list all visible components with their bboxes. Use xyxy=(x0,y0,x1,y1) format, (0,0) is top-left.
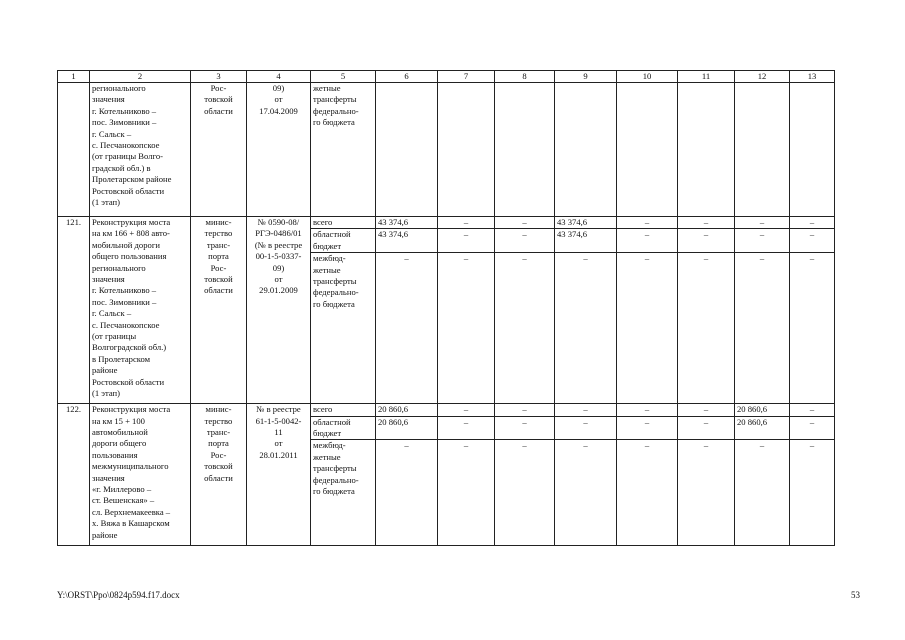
value-cell: – xyxy=(376,440,438,546)
funding-source: областной бюджет xyxy=(311,229,376,253)
table-row xyxy=(58,404,835,416)
value-cell: – xyxy=(376,253,438,404)
funding-source: областной бюджет xyxy=(311,416,376,440)
file-path-footer: Y:\ORST\Ppo\0824p594.f17.docx xyxy=(57,590,180,600)
row-number xyxy=(58,83,90,217)
value-cell: 43 374,6 xyxy=(376,229,438,253)
funding-source: межбюд- жетные трансферты федерально- го бюджета xyxy=(311,253,376,404)
value-cell: – xyxy=(495,404,555,416)
value-cell: – xyxy=(438,217,495,229)
row-number: 122. xyxy=(58,404,90,546)
value-cell: – xyxy=(438,416,495,440)
value-cell: – xyxy=(790,253,835,404)
value-cell: – xyxy=(495,253,555,404)
funding-source: всего xyxy=(311,217,376,229)
col-num-header: 11 xyxy=(678,71,735,83)
value-cell: – xyxy=(617,416,678,440)
col-num-header: 6 xyxy=(376,71,438,83)
value-cell: – xyxy=(790,217,835,229)
document-ref: № 0590-08/ РГЭ-0486/01 (№ в реестре 00-1-5-0337- 09) от 29.01.2009 xyxy=(247,217,311,404)
value-cell: – xyxy=(555,404,617,416)
customer: минис- терство транс- порта Рос- товской области xyxy=(191,217,247,404)
value-cell: – xyxy=(495,440,555,546)
value-cell: – xyxy=(678,404,735,416)
value-cell: – xyxy=(495,416,555,440)
value-cell: – xyxy=(617,217,678,229)
value-cell: – xyxy=(790,416,835,440)
document-ref: 09) от 17.04.2009 xyxy=(247,83,311,217)
col-num-header: 9 xyxy=(555,71,617,83)
col-num-header: 1 xyxy=(58,71,90,83)
value-cell: 43 374,6 xyxy=(555,229,617,253)
value-cell: – xyxy=(617,253,678,404)
value-cell: – xyxy=(735,440,790,546)
value-cell: 43 374,6 xyxy=(555,217,617,229)
page-number: 53 xyxy=(851,590,860,600)
funding-source: всего xyxy=(311,404,376,416)
table-row xyxy=(58,217,835,229)
object-name: регионального значения г. Котельниково – пос. Зимовники – г. Сальск – с. Песчанокопское (от границы Волго- градской обл.) в Пролетарском районе Ростовской области (1 этап) xyxy=(90,83,191,217)
value-cell: – xyxy=(735,229,790,253)
funding-source: межбюд- жетные трансферты федерально- го бюджета xyxy=(311,440,376,546)
value-cell: – xyxy=(617,404,678,416)
col-num-header: 8 xyxy=(495,71,555,83)
value-cell: – xyxy=(678,440,735,546)
table-row-continued xyxy=(58,83,835,217)
value-cell: – xyxy=(438,440,495,546)
value-cell: – xyxy=(678,416,735,440)
value-cell: – xyxy=(735,217,790,229)
value-cell: 20 860,6 xyxy=(376,416,438,440)
object-name: Реконструкция моста на км 166 + 808 авто- мобильной дороги общего пользования регионального значения г. Котельниково – пос. Зимовники – г. Сальск – с. Песчанокопское (от границы Волгоградской обл.) в Пролетарском районе Ростовской области (1 этап) xyxy=(90,217,191,404)
value-cell: 20 860,6 xyxy=(735,416,790,440)
value-cell: – xyxy=(617,229,678,253)
value-cell: 20 860,6 xyxy=(376,404,438,416)
value-cell: 43 374,6 xyxy=(376,217,438,229)
col-num-header: 4 xyxy=(247,71,311,83)
col-num-header: 10 xyxy=(617,71,678,83)
col-num-header: 12 xyxy=(735,71,790,83)
funding-source: жетные трансферты федерально- го бюджета xyxy=(311,83,376,217)
value-cell: – xyxy=(678,229,735,253)
object-name: Реконструкция моста на км 15 + 100 автомобильной дороги общего пользования межмуниципального значения «г. Миллерово – ст. Вешенская» – сл. Верхнемакеевка – х. Вяжа в Кашарском районе xyxy=(90,404,191,546)
value-cell: – xyxy=(495,217,555,229)
value-cell: – xyxy=(438,229,495,253)
col-num-header: 7 xyxy=(438,71,495,83)
value-cell: – xyxy=(678,217,735,229)
col-num-header: 3 xyxy=(191,71,247,83)
customer: минис- терство транс- порта Рос- товской области xyxy=(191,404,247,546)
value-cell: – xyxy=(438,404,495,416)
document-ref: № в реестре 61-1-5-0042- 11 от 28.01.2011 xyxy=(247,404,311,546)
value-cell: – xyxy=(438,253,495,404)
value-cell: – xyxy=(495,229,555,253)
customer: Рос- товской области xyxy=(191,83,247,217)
value-cell: – xyxy=(555,440,617,546)
value-cell: – xyxy=(555,416,617,440)
value-cell: – xyxy=(678,253,735,404)
row-number: 121. xyxy=(58,217,90,404)
col-num-header: 2 xyxy=(90,71,191,83)
value-cell: – xyxy=(617,440,678,546)
value-cell: 20 860,6 xyxy=(735,404,790,416)
value-cell: – xyxy=(790,229,835,253)
column-number-row xyxy=(58,71,835,83)
value-cell: – xyxy=(790,440,835,546)
program-table xyxy=(57,70,835,546)
value-cell: – xyxy=(735,253,790,404)
value-cell: – xyxy=(555,253,617,404)
col-num-header: 5 xyxy=(311,71,376,83)
col-num-header: 13 xyxy=(790,71,835,83)
value-cell: – xyxy=(790,404,835,416)
